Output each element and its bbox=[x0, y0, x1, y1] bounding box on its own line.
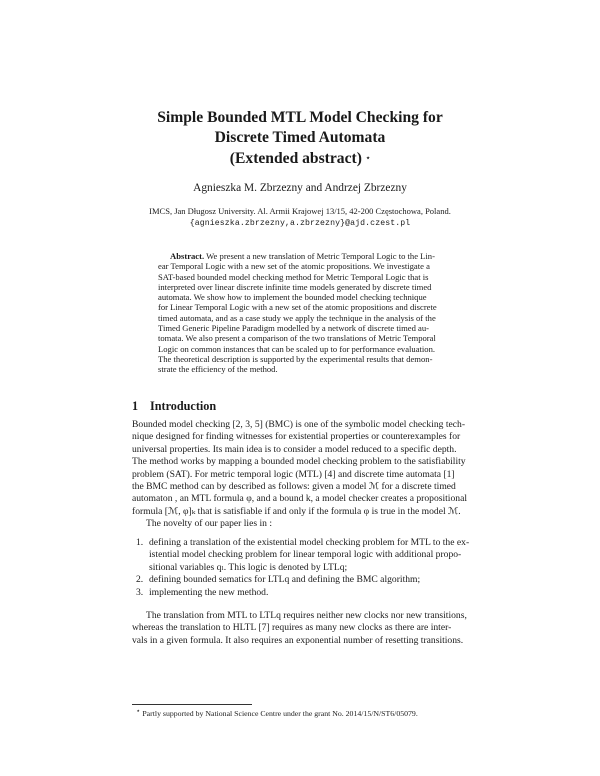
list-item-marker: 2. bbox=[136, 574, 144, 586]
intro-line: The method works by mapping a bounded model checking problem to the satisfiability bbox=[132, 456, 466, 468]
list-item bbox=[132, 537, 470, 574]
section-number: 1 bbox=[132, 399, 139, 413]
intro-paragraph-1 bbox=[132, 419, 470, 518]
abstract-line: strate the efficiency of the method. bbox=[158, 364, 278, 375]
abstract-line: automata. We show how to implement the bounded model checking technique bbox=[158, 292, 427, 303]
intro-line: formula [ℳ, φ]ₖ that is satisfiable if and only if the formula φ is true in the model ℳ. bbox=[132, 505, 461, 517]
title-line-3 bbox=[0, 148, 600, 169]
author-emails: {agnieszka.zbrzezny,a.zbrzezny}@ajd.czest.pl bbox=[189, 219, 411, 228]
intro-line: The translation from MTL to LTLq requires neither new clocks nor new transitions, bbox=[146, 610, 467, 621]
title-line-2: Discrete Timed Automata bbox=[214, 129, 386, 146]
intro-line: problem (SAT). For metric temporal logic (MTL) [4] and discrete time automata [1] bbox=[132, 468, 455, 480]
list-item-marker: 3. bbox=[136, 586, 144, 598]
abstract-line: ear Temporal Logic with a new set of the atomic propositions. We investigate a bbox=[158, 261, 430, 272]
intro-line: vals in a given formula. It also requires an exponential number of resetting transitions. bbox=[132, 634, 464, 646]
footnote-marker: ⋆ bbox=[136, 707, 141, 715]
abstract-label: Abstract. bbox=[170, 251, 205, 261]
novelty-list bbox=[132, 537, 470, 599]
intro-line: automaton , an MTL formula φ, and a bound k, a model checker creates a propositional bbox=[132, 493, 467, 505]
abstract-line: Timed Generic Pipeline Paradigm modelled by a network of discrete timed au- bbox=[158, 323, 430, 334]
intro-line: whereas the translation to HLTL [7] requires as many new clocks as there are inter- bbox=[132, 622, 452, 634]
abstract-line bbox=[158, 251, 443, 261]
abstract-line: for Linear Temporal Logic with a new set of the atomic propositions and discrete bbox=[158, 302, 437, 313]
list-item bbox=[132, 587, 470, 599]
list-item bbox=[132, 574, 470, 586]
list-item-line: implementing the new method. bbox=[149, 586, 269, 598]
footnote-rule bbox=[132, 704, 252, 705]
section-heading bbox=[132, 399, 216, 414]
intro-line: the BMC method can by described as follows: given a model ℳ for a discrete timed bbox=[132, 480, 456, 492]
section-title: Introduction bbox=[150, 399, 217, 413]
list-item-line: istential model checking problem for linear temporal logic with additional propo- bbox=[149, 549, 462, 561]
intro-paragraph-3 bbox=[132, 610, 470, 647]
title-footnote-marker: ⋆ bbox=[365, 154, 371, 162]
abstract-line: The theoretical description is supported by the experimental results that demon- bbox=[158, 353, 433, 364]
abstract-line: tomata. We also present a comparison of the two translations of Metric Temporal bbox=[158, 333, 436, 344]
list-item-line: defining a translation of the existential model checking problem for MTL to the ex- bbox=[149, 537, 470, 548]
abstract-line: SAT-based bounded model checking method for Metric Temporal Logic that is bbox=[158, 271, 429, 282]
footnote bbox=[136, 707, 418, 718]
intro-line: universal properties. Its main idea is to consider a model reduced to a specific depth. bbox=[132, 443, 457, 455]
title-line-3-text: (Extended abstract) bbox=[229, 150, 362, 167]
list-item-line: sitional variables qₗ. This logic is denoted by LTLq; bbox=[149, 561, 348, 573]
abstract-line: Logic on common instances that can be scaled up to for performance evaluation. bbox=[158, 343, 436, 354]
authors: Agnieszka M. Zbrzezny and Andrzej Zbrzezny bbox=[193, 182, 407, 194]
intro-line: nique designed for finding witnesses for existential properties or counterexamples for bbox=[132, 431, 461, 443]
intro-paragraph-2 bbox=[132, 518, 470, 530]
abstract bbox=[158, 251, 443, 375]
abstract-line: interpreted over linear discrete infinite time models generated by discrete timed bbox=[158, 281, 432, 292]
abstract-line: timed automata, and as a case study we apply the technique in the analysis of the bbox=[158, 312, 436, 323]
footnote-text: Partly supported by National Science Centre under the grant No. 2014/15/N/ST6/05079. bbox=[142, 709, 418, 718]
list-item-line: defining bounded sematics for LTLq and defining the BMC algorithm; bbox=[149, 574, 421, 586]
affiliation: IMCS, Jan Długosz University. Al. Armii Krajowej 13/15, 42-200 Częstochowa, Poland. bbox=[149, 206, 451, 216]
list-item-marker: 1. bbox=[136, 537, 144, 548]
title-line-1: Simple Bounded MTL Model Checking for bbox=[157, 109, 443, 126]
abstract-line-text: We present a new translation of Metric Temporal Logic to the Lin- bbox=[204, 251, 435, 261]
intro-paragraph-2-line: The novelty of our paper lies in : bbox=[146, 518, 273, 529]
intro-line: Bounded model checking [2, 3, 5] (BMC) is one of the symbolic model checking tech- bbox=[132, 419, 466, 430]
